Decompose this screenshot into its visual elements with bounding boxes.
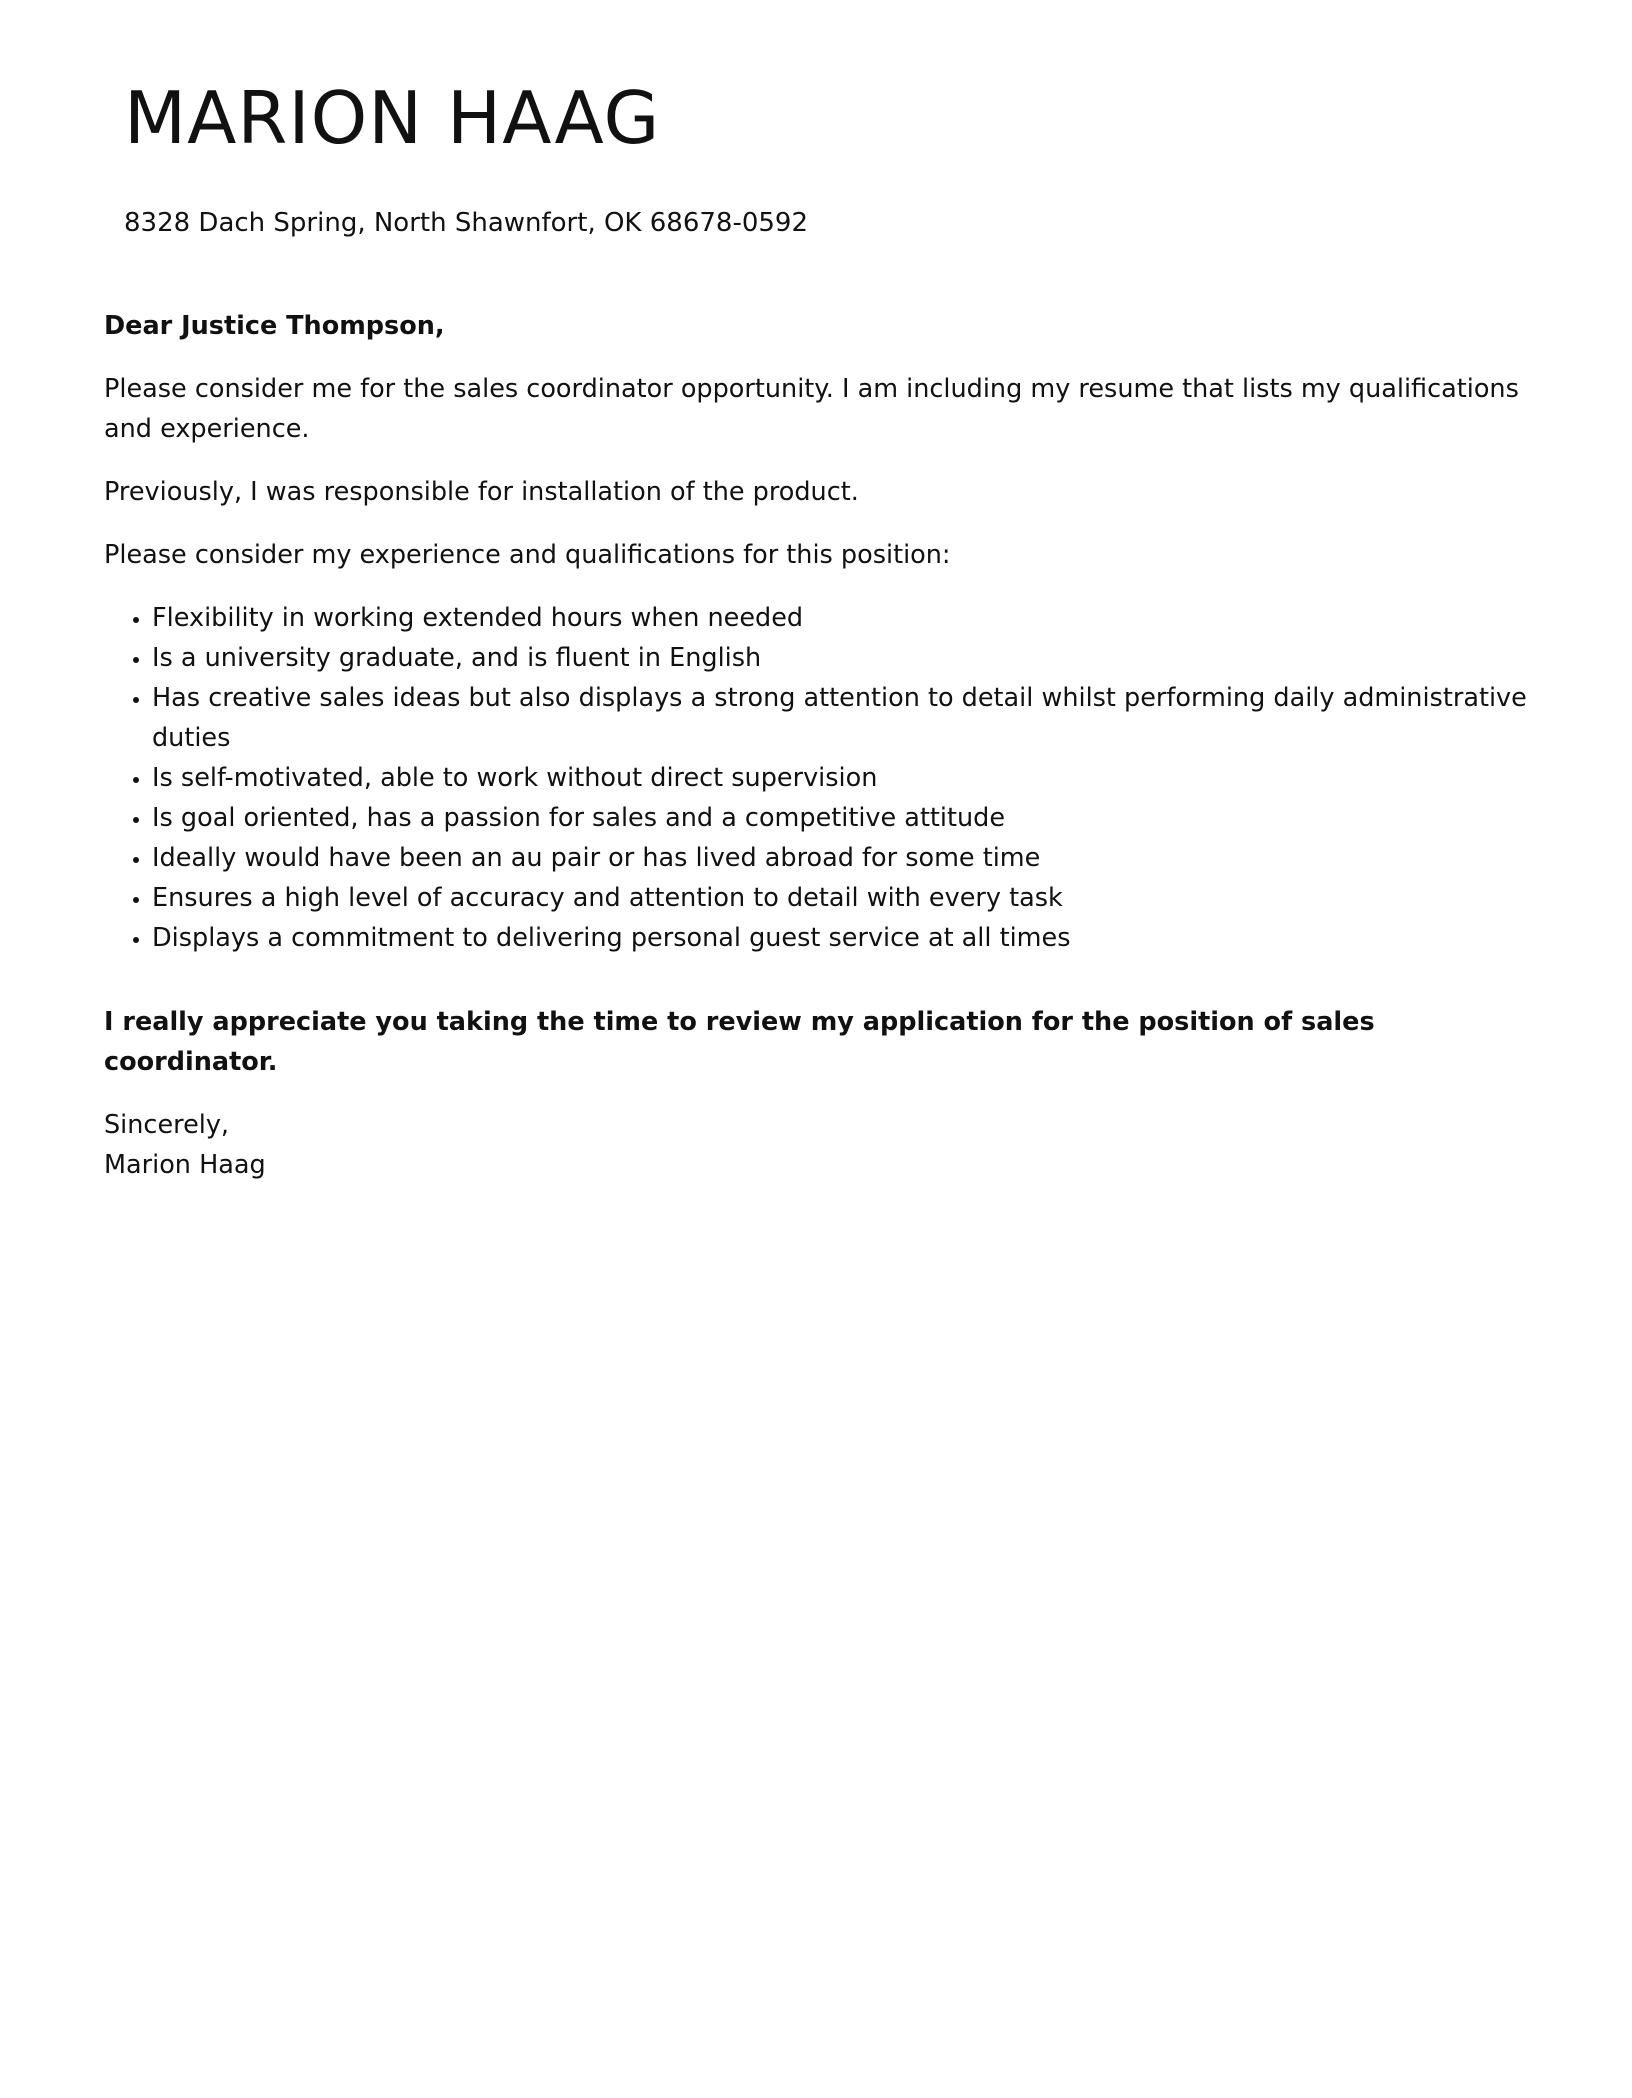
signoff-block [104,1105,1544,1185]
qualifications-intro: Please consider my experience and qualifications for this position: [104,540,951,570]
applicant-name: MARION HAAG [124,76,661,160]
signoff: Sincerely, [104,1110,230,1140]
list-item: • Displays a commitment to delivering personal guest service at all times [152,918,1544,958]
list-item: • Ideally would have been an au pair or has lived abroad for some time [152,838,1544,878]
letter-header [124,70,1424,240]
list-item: • Is goal oriented, has a passion for sales and a competitive attitude [152,798,1544,838]
closing-statement: I really appreciate you taking the time to review my application for the position of sales coordinator. [104,1007,1375,1077]
qualifications-list [104,598,1544,958]
experience-paragraph: Previously, I was responsible for installation of the product. [104,477,859,507]
signature-name: Marion Haag [104,1150,266,1180]
intro-paragraph: Please consider me for the sales coordinator opportunity. I am including my resume that lists my qualifications and experience. [104,374,1519,444]
list-item: • Has creative sales ideas but also displays a strong attention to detail whilst performing daily administrative duties [152,678,1544,758]
applicant-address: 8328 Dach Spring, North Shawnfort, OK 68678-0592 [124,208,809,238]
list-item: • Flexibility in working extended hours when needed [152,598,1544,638]
list-item: • Is self-motivated, able to work without direct supervision [152,758,1544,798]
list-item: • Ensures a high level of accuracy and attention to detail with every task [152,878,1544,918]
list-item: • Is a university graduate, and is fluent in English [152,638,1544,678]
salutation: Dear Justice Thompson, [104,311,445,341]
letter-body [104,306,1544,1185]
